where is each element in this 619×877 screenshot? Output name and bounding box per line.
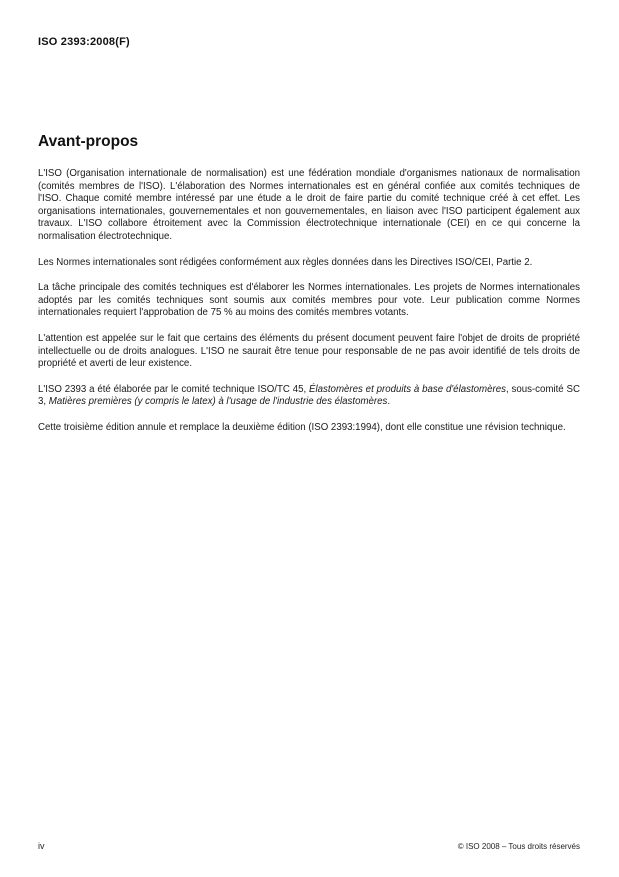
page-title: Avant-propos — [38, 133, 139, 150]
foreword-paragraphs — [38, 168, 580, 435]
paragraph-text: L'attention est appelée sur le fait que certains des éléments du présent document peuvent faire l'objet de droits de propriété intellectuelle ou de droits analogues. L'ISO ne saurait être tenue pour responsable de ne pas avoir identifié de tels droits de propriété et averti de leur existence. — [38, 332, 580, 370]
foreword-paragraph — [38, 168, 580, 244]
page-footer — [38, 841, 580, 851]
foreword-paragraph — [38, 422, 580, 435]
document-designation: ISO 2393:2008(F) — [38, 36, 130, 48]
page-number: iv — [38, 841, 45, 851]
copyright-notice: © ISO 2008 – Tous droits réservés — [457, 842, 580, 851]
paragraph-text: L'ISO (Organisation internationale de normalisation) est une fédération mondiale d'organismes nationaux de normalisation (comités membres de l'ISO). L'élaboration des Normes internationales est en général confiée aux comités techniques de l'ISO. Chaque comité membre intéressé par une étude a le droit de faire partie du comité technique créé à cet effet. Les organisations internationales, gouvernementales et non gouvernementales, en liaison avec l'ISO participent également aux travaux. L'ISO collabore étroitement avec la Commission électrotechnique internationale (CEI) en ce qui concerne la normalisation électrotechnique. — [38, 168, 580, 242]
foreword-paragraph — [38, 257, 580, 270]
committee-title-italic: Élastomères et produits à base d'élastomères — [309, 383, 506, 395]
foreword-paragraph — [38, 333, 580, 371]
paragraph-text: . — [387, 396, 391, 408]
paragraph-text: La tâche principale des comités techniques est d'élaborer les Normes internationales. Les projets de Normes internationales adoptés par les comités techniques sont soumis aux comités membres pour vote. Leur publication comme Normes internationales requiert l'approbation de 75 % au moins des comités membres votants. — [38, 282, 580, 319]
paragraph-text: L'ISO 2393 a été élaborée par le comité technique ISO/TC 45, — [38, 383, 310, 395]
paragraph-text: , sous-comité SC 3, — [38, 383, 580, 408]
paragraph-text: Cette troisième édition annule et remplace la deuxième édition (ISO 2393:1994), dont elle constitue une révision technique. — [38, 421, 566, 433]
paragraph-text: Les Normes internationales sont rédigées conformément aux règles données dans les Directives ISO/CEI, Partie 2. — [38, 256, 533, 268]
foreword-paragraph — [38, 282, 580, 320]
committee-title-italic: Matières premières (y compris le latex) à l'usage de l'industrie des élastomères — [48, 396, 388, 408]
foreword-paragraph — [38, 384, 580, 409]
